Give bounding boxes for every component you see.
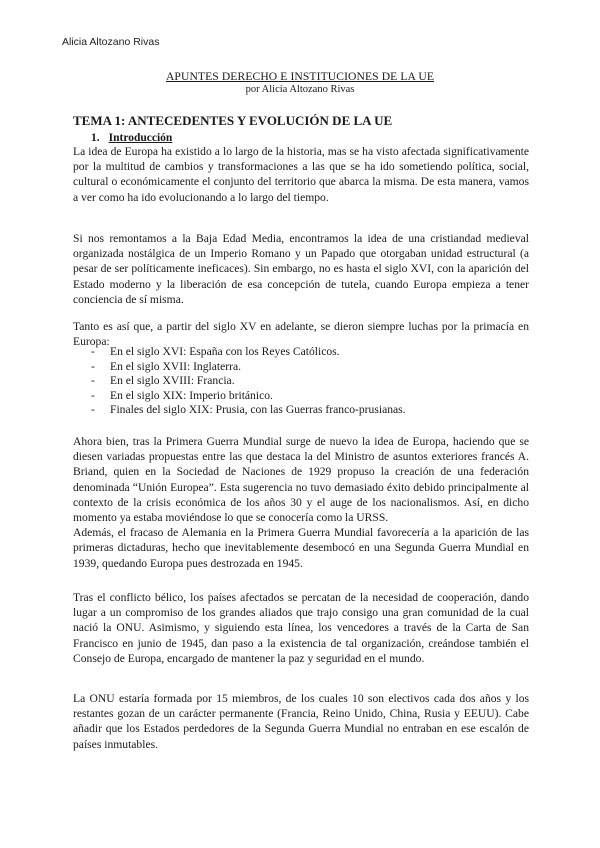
paragraph-block xyxy=(73,434,529,571)
document-title: APUNTES DERECHO E INSTITUCIONES DE LA UE xyxy=(165,70,435,83)
list-item: - En el siglo XVII: Inglaterra. xyxy=(91,360,406,375)
document-subtitle: por Alicia Altozano Rivas xyxy=(245,84,355,95)
paragraph: Además, el fracaso de Alemania en la Primera Guerra Mundial favorecería a la aparición de las primeras dictaduras, hecho que inevitablemente desembocó en una Segunda Guerra Mundial en 1939, quedando Europa pues destrozada en 1945. xyxy=(73,526,529,570)
list-item: - En el siglo XVIII: Francia. xyxy=(91,374,406,389)
paragraph: La ONU estaría formada por 15 miembros, de los cuales 10 son electivos cada dos años y los restantes gozan de un carácter permanente (Francia, Reino Unido, China, Rusia y EEUU). Cabe añadir que los Estados perdedores de la Segunda Guerra Mundial no entraban en ese escalón de países inmutables. xyxy=(73,692,529,751)
list-item: - En el siglo XVI: España con los Reyes Católicos. xyxy=(91,345,406,360)
paragraph: La idea de Europa ha existido a lo largo de la historia, mas se ha visto afectada significativamente por la multitud de cambios y transformaciones a las que se ha ido sometiendo política, social, cultural o económicamente el conjunto del territorio que abarca la misma. De esta manera, vamos a ver como ha ido evolucionando a lo largo del tiempo. xyxy=(73,145,529,204)
paragraph: Tanto es así que, a partir del siglo XV en adelante, se dieron siempre luchas por la primacía en Europa: xyxy=(73,320,529,349)
tema-title: TEMA 1: ANTECEDENTES Y EVOLUCIÓN DE LA UE xyxy=(73,113,393,128)
paragraph: Si nos remontamos a la Baja Edad Media, encontramos la idea de una cristiandad medieval organizada nostálgica de un Imperio Romano y un Papado que otorgaban unidad estructural (a pesar de ser políticamente ineficaces). Sin embargo, no es hasta el siglo XVI, con la aparición del Estado moderno y la liberación de esa concepción de tutela, cuando Europa empieza a tener conciencia de sí misma. xyxy=(73,232,529,306)
header-author: Alicia Altozano Rivas xyxy=(62,36,160,48)
list-item: - En el siglo XIX: Imperio británico. xyxy=(91,389,406,404)
list-item: - Finales del siglo XIX: Prusia, con las Guerras franco-prusianas. xyxy=(91,403,406,418)
primacy-list xyxy=(91,345,406,418)
section-title: Introducción xyxy=(108,132,173,144)
paragraph: Tras el conflicto bélico, los países afectados se percatan de la necesidad de cooperación, dando lugar a un compromiso de los grandes aliados que trajo consigo una gran comunidad de la cual nació la ONU. Asimismo, y siguiendo esta línea, los vencedores a través de la Carta de San Francisco en junio de 1945, dan paso a la existencia de tal organización, creándose también el Consejo de Europa, encargado de mantener la paz y seguridad en el mundo. xyxy=(73,591,529,665)
paragraph: Ahora bien, tras la Primera Guerra Mundial surge de nuevo la idea de Europa, haciendo que se diesen variadas propuestas entre las que destaca la del Ministro de asuntos exteriores francés A. Briand, quien en la Sociedad de Naciones de 1929 propuso la creación de una federación denominada “Unión Europea”. Esta sugerencia no tuvo demasiado éxito debido principalmente al contexto de la crisis económica de los años 30 y el auge de los nacionalismos. Así, en dicho momento ya estaba moviéndose lo que se conocería como la URSS. xyxy=(73,435,529,525)
section-number: 1. xyxy=(91,132,100,144)
section-heading xyxy=(91,132,172,144)
